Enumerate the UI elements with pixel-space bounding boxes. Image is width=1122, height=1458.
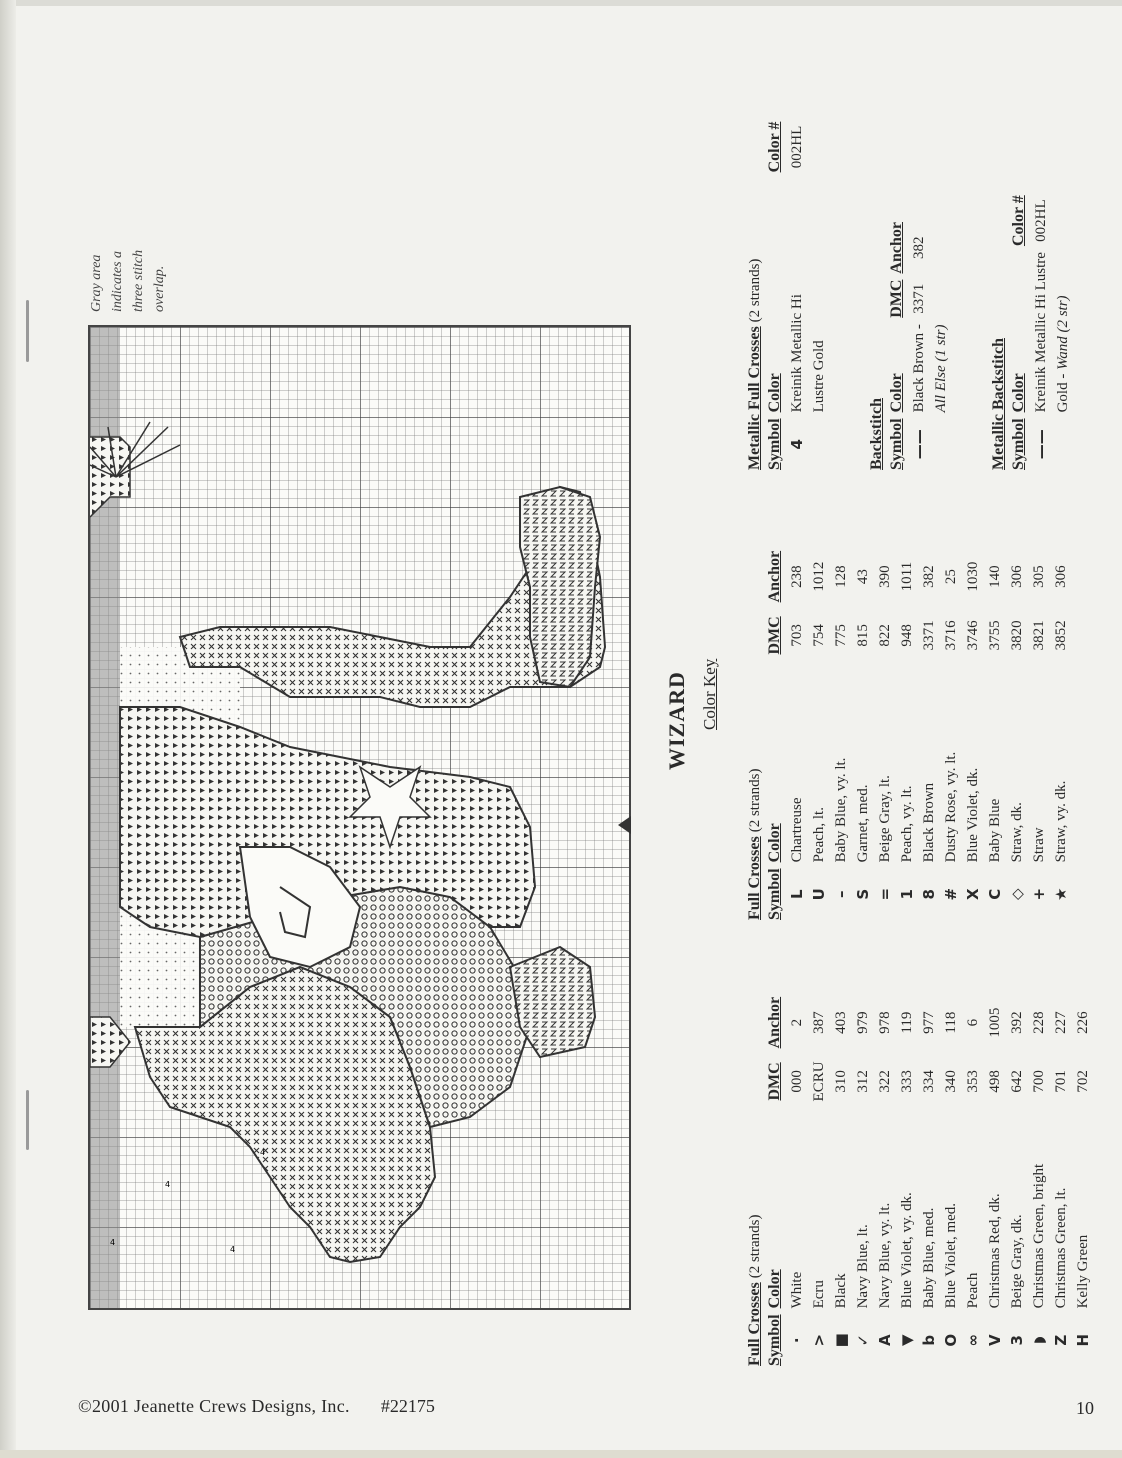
color-line-2: All Else (1 str)	[933, 324, 949, 413]
legend-symbol: ◗	[1030, 1336, 1048, 1345]
header-color: Color	[888, 373, 905, 413]
legend-anchor: 1005	[987, 1007, 1003, 1038]
legend-anchor: 238	[789, 565, 805, 588]
color-line-1: Kreinik Metallic Hi Lustre	[1033, 252, 1049, 413]
legend-anchor: 25	[943, 569, 959, 585]
legend-anchor: 227	[1053, 1011, 1069, 1034]
legend-color: Baby Blue, med.	[921, 1207, 937, 1309]
legend-color: Christmas Red, dk.	[987, 1193, 1003, 1309]
product-code: #22175	[380, 1396, 435, 1416]
legend-symbol: ·	[788, 1337, 806, 1344]
legend-row	[1072, 991, 1094, 1366]
svg-text:4: 4	[110, 1238, 116, 1247]
legend-anchor: 392	[1009, 1011, 1025, 1034]
legend-symbol: S	[854, 888, 872, 900]
legend-dmc: 3371	[921, 620, 937, 651]
legend-dmc: 3371	[911, 283, 927, 314]
legend-anchor: 1030	[965, 561, 981, 592]
section-title: Full Crosses	[746, 1282, 763, 1366]
legend-color: Chartreuse	[789, 797, 805, 863]
legend-color: Blue Violet, vy. dk.	[899, 1192, 915, 1309]
key-subtitle: Color Key	[700, 658, 719, 730]
legend-dmc: 642	[1009, 1070, 1025, 1093]
legend-symbol: O	[942, 1333, 960, 1347]
legend-color: Peach, lt.	[811, 807, 827, 863]
legend-dmc: 701	[1053, 1070, 1069, 1093]
legend-dmc: 703	[789, 624, 805, 647]
legend-anchor: 977	[921, 1011, 937, 1034]
legend-symbol: ✓	[854, 1333, 872, 1347]
legend-symbol: 3	[1008, 1335, 1026, 1346]
section-strands: (2 strands)	[747, 768, 763, 833]
legend-dmc: 775	[833, 624, 849, 647]
header-dmc: DMC	[888, 279, 905, 318]
legend-row	[874, 545, 896, 920]
legend-dmc: 3821	[1031, 620, 1047, 651]
backstitch-section	[868, 216, 952, 470]
legend-symbol: >	[810, 1333, 828, 1347]
legend-color: Baby Blue	[987, 798, 1003, 863]
legend-color: Black	[833, 1273, 849, 1309]
color-line-2-italic: Wand (2 str)	[1055, 295, 1071, 370]
legend-color: Beige Gray, dk.	[1009, 1214, 1025, 1309]
legend-symbol: ◇	[1008, 888, 1026, 900]
legend-anchor: 390	[877, 565, 893, 588]
section-title: Backstitch	[868, 398, 885, 470]
legend-anchor: 306	[1009, 565, 1025, 588]
legend-anchor: 118	[943, 1011, 959, 1034]
legend-dmc: ECRU	[811, 1061, 827, 1102]
legend-dmc: 310	[833, 1070, 849, 1093]
legend-table	[886, 216, 952, 470]
legend-anchor: 228	[1031, 1011, 1047, 1034]
section-strands: (2 strands)	[747, 1214, 763, 1279]
legend-color: Baby Blue, vy. lt.	[833, 757, 849, 863]
metallic-full-crosses	[746, 116, 830, 470]
page-bottom-edge	[0, 1450, 1122, 1458]
legend-row	[918, 991, 940, 1366]
legend-dmc: 3820	[1009, 620, 1025, 651]
legend-symbol: #	[942, 887, 960, 901]
legend-symbol: b	[920, 1334, 938, 1346]
legend-color: Garnet, med.	[855, 784, 871, 863]
legend-color: Navy Blue, lt.	[855, 1224, 871, 1309]
key-title: WIZARD	[664, 671, 689, 770]
legend-dmc: 700	[1031, 1070, 1047, 1093]
legend-dmc: 000	[789, 1070, 805, 1093]
legend-row	[918, 545, 940, 920]
section-title: Metallic Full Crosses	[746, 326, 763, 470]
legend-anchor: 226	[1075, 1011, 1091, 1034]
header-dmc: DMC	[766, 616, 783, 655]
header-anchor: Anchor	[766, 996, 783, 1049]
legend-anchor: 1011	[899, 561, 915, 592]
header-symbol: Symbol	[1010, 418, 1027, 470]
legend-anchor: 403	[833, 1011, 849, 1034]
header-symbol: Symbol	[766, 1314, 783, 1366]
legend-row	[1006, 545, 1028, 920]
legend-anchor: 128	[833, 565, 849, 588]
header-colornum: Color #	[1010, 195, 1027, 247]
page-binding	[0, 0, 16, 1458]
legend-row	[1006, 991, 1028, 1366]
legend-symbol: X	[964, 888, 982, 900]
legend-colornum: 002HL	[1033, 199, 1049, 242]
legend-symbol: –	[832, 890, 850, 898]
legend-color	[1030, 246, 1074, 412]
legend-row	[940, 991, 962, 1366]
legend-row	[830, 991, 852, 1366]
legend-symbol: +	[1030, 887, 1048, 901]
legend-dmc: 754	[811, 624, 827, 647]
legend-dmc: 322	[877, 1070, 893, 1093]
color-line-1: Kreinik Metallic Hi	[789, 294, 805, 413]
legend-symbol: ▼	[898, 1334, 916, 1346]
legend-row	[830, 545, 852, 920]
page-top-edge	[0, 0, 1122, 6]
legend-table	[764, 116, 830, 470]
legend-table	[764, 545, 1072, 920]
legend-dmc: 702	[1075, 1070, 1091, 1093]
full-crosses-table-1	[746, 991, 1094, 1366]
legend-dmc: 498	[987, 1070, 1003, 1093]
section-strands: (2 strands)	[747, 258, 763, 323]
svg-text:4: 4	[230, 1245, 236, 1254]
legend-dmc: 822	[877, 624, 893, 647]
legend-table	[764, 991, 1094, 1366]
full-crosses-table-2	[746, 545, 1072, 920]
legend-color: Blue Violet, med.	[943, 1202, 959, 1309]
legend-anchor: 382	[921, 565, 937, 588]
legend-row	[940, 545, 962, 920]
legend-color: Ecru	[811, 1280, 827, 1309]
backstitch-line-symbol: ——	[910, 429, 928, 460]
legend-dmc: 3852	[1053, 620, 1069, 651]
staple-top	[26, 300, 29, 362]
legend-color: Straw, dk.	[1009, 802, 1025, 863]
legend-anchor: 140	[987, 565, 1003, 588]
legend-dmc: 353	[965, 1070, 981, 1093]
gray-area-note: Gray area indicates a three stitch overlap.	[89, 249, 167, 312]
legend-row	[852, 545, 874, 920]
section-title: Metallic Backstitch	[990, 338, 1007, 470]
legend-dmc: 3755	[987, 620, 1003, 651]
legend-symbol: 4	[788, 439, 806, 450]
header-color: Color	[766, 1269, 783, 1309]
legend-dmc: 334	[921, 1070, 937, 1093]
legend-row	[1028, 991, 1050, 1366]
header-dmc: DMC	[766, 1062, 783, 1101]
legend-anchor: 1012	[811, 561, 827, 592]
chart-center-arrow	[618, 816, 631, 834]
legend-symbol: L	[788, 889, 806, 899]
legend-symbol: H	[1074, 1333, 1092, 1347]
legend-symbol: U	[810, 888, 828, 901]
legend-color	[908, 318, 952, 413]
legend-row	[874, 991, 896, 1366]
cross-stitch-chart	[88, 325, 631, 1310]
metallic-backstitch-section	[990, 189, 1074, 470]
legend-symbol: C	[986, 888, 1004, 900]
header-color: Color	[766, 823, 783, 863]
legend-symbol: =	[876, 887, 894, 901]
color-line-1: Black Brown -	[911, 324, 927, 413]
legend-row	[896, 545, 918, 920]
legend-row	[808, 991, 830, 1366]
header-anchor: Anchor	[766, 550, 783, 603]
header-symbol: Symbol	[766, 868, 783, 920]
legend-colornum: 002HL	[789, 125, 805, 169]
legend-dmc: 312	[855, 1070, 871, 1093]
header-colornum: Color #	[766, 121, 783, 173]
legend-row	[1050, 991, 1072, 1366]
header-symbol: Symbol	[766, 418, 783, 470]
legend-symbol: 8	[920, 889, 938, 900]
legend-row	[808, 545, 830, 920]
pattern-svg	[90, 327, 631, 1310]
color-line-2: Gold -	[1055, 369, 1071, 413]
backstitch-line-symbol: ——	[1032, 429, 1050, 460]
legend-dmc: 333	[899, 1070, 915, 1093]
legend-color: Peach, vy. lt.	[899, 785, 915, 863]
legend-symbol: ∞	[964, 1333, 982, 1347]
color-line-2: Lustre Gold	[811, 340, 827, 413]
legend-row	[984, 545, 1006, 920]
legend-row	[1028, 545, 1050, 920]
legend-dmc: 3746	[965, 620, 981, 651]
legend-color: Black Brown	[921, 782, 937, 863]
legend-anchor: 2	[789, 1018, 805, 1027]
legend-row	[984, 991, 1006, 1366]
legend-symbol: A	[876, 1334, 894, 1347]
legend-anchor: 979	[855, 1011, 871, 1034]
legend-color: Christmas Green, bright	[1031, 1163, 1047, 1309]
legend-color: Peach	[965, 1272, 981, 1309]
legend-anchor: 43	[855, 569, 871, 585]
legend-dmc: 3716	[943, 620, 959, 651]
header-anchor: Anchor	[888, 222, 905, 274]
legend-color: Straw	[1031, 827, 1047, 863]
legend-table	[1008, 189, 1074, 470]
staple-bottom	[26, 1090, 29, 1150]
legend-anchor: 978	[877, 1011, 893, 1034]
header-color: Color	[1010, 373, 1027, 413]
legend-row	[786, 545, 808, 920]
legend-color: Straw, vy. dk.	[1053, 780, 1069, 863]
legend-dmc: 815	[855, 624, 871, 647]
legend-color: Kelly Green	[1075, 1234, 1091, 1309]
legend-color: White	[789, 1271, 805, 1309]
legend-symbol: V	[986, 1334, 1004, 1347]
legend-dmc: 948	[899, 624, 915, 647]
svg-text:4: 4	[165, 1180, 171, 1189]
legend-anchor: 119	[899, 1011, 915, 1034]
section-title: Full Crosses	[746, 836, 763, 920]
legend-color: Blue Violet, dk.	[965, 767, 981, 863]
legend-color: Beige Gray, lt.	[877, 775, 893, 863]
svg-text:4: 4	[260, 1148, 266, 1157]
legend-color	[786, 172, 830, 412]
legend-anchor: 382	[911, 236, 927, 260]
legend-row	[852, 991, 874, 1366]
legend-color: Dusty Rose, vy. lt.	[943, 751, 959, 863]
legend-row	[786, 991, 808, 1366]
legend-symbol: Z	[1052, 1334, 1070, 1346]
legend-dmc: 340	[943, 1070, 959, 1093]
legend-color: Christmas Green, lt.	[1053, 1187, 1069, 1309]
legend-anchor: 387	[811, 1011, 827, 1034]
legend-row	[962, 545, 984, 920]
legend-row	[896, 991, 918, 1366]
legend-anchor: 306	[1053, 565, 1069, 588]
legend-symbol: ■	[832, 1333, 850, 1348]
legend-color: Navy Blue, vy. lt.	[877, 1202, 893, 1309]
footer	[78, 1396, 435, 1417]
header-symbol: Symbol	[888, 418, 905, 470]
legend-row	[1050, 545, 1072, 920]
page-number: 10	[1076, 1398, 1094, 1418]
legend-anchor: 305	[1031, 565, 1047, 588]
legend-anchor: 6	[965, 1018, 981, 1027]
header-color: Color	[766, 373, 783, 413]
copyright: ©2001 Jeanette Crews Designs, Inc.	[78, 1396, 350, 1416]
legend-symbol: ★	[1052, 887, 1070, 901]
legend-row	[962, 991, 984, 1366]
legend-symbol: 1	[898, 889, 916, 900]
